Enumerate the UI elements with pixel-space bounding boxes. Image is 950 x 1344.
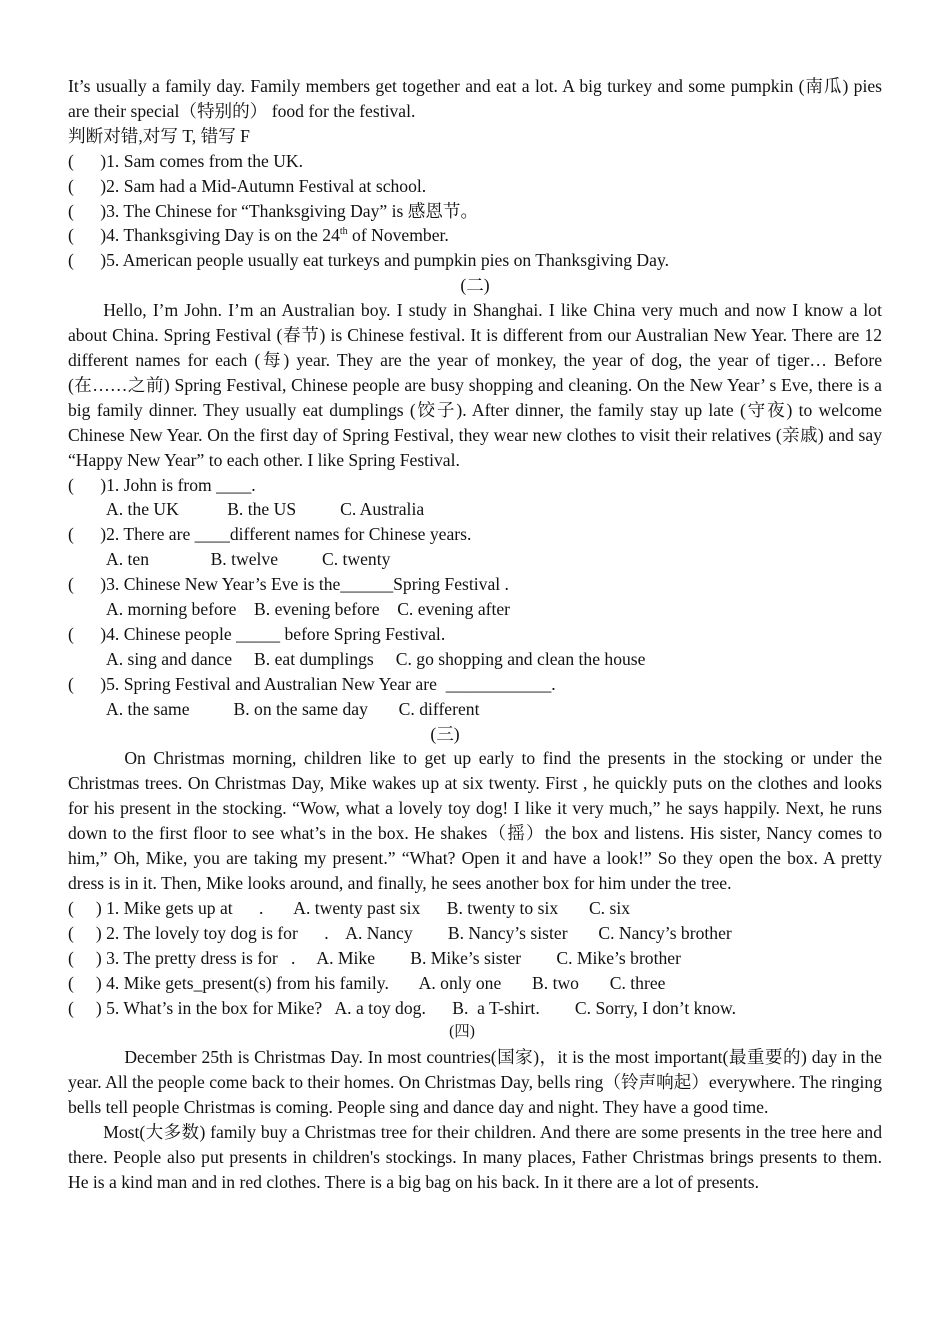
section3-question-5: ( ) 5. What’s in the box for Mike? A. a toy dog. B. a T-shirt. C. Sorry, I don’t know.: [68, 997, 737, 1018]
section2-question-1: ( )1. John is from ____.: [68, 474, 256, 495]
section2-passage: Hello, I’m John. I’m an Australian boy. I study in Shanghai. I like China very much and now I know a lot about China. Spring Festival (春节) is Chinese festival. It is different from our Australian New Year. There are 12 different names for each (每) year. They are the year of monkey, the year of dog, the year of tiger… Before (在……之前) Spring Festival, Chinese people are busy shopping and cleaning. On the New Year’ s Eve, there is a big family dinner. They usually eat dumplings (饺子). After dinner, the family stay up late (守夜) to welcome Chinese New Year. On the first day of Spring Festival, they wear new clothes to visit their relatives (亲戚) and say “Happy New Year” to each other. I like Spring Festival.: [68, 300, 882, 470]
section1-item-4: [68, 223, 882, 248]
section4-paragraph-2: Most(大多数) family buy a Christmas tree for their children. And there are some presents in the tree here and there. People also put presents in children's stockings. In many places, Father Christmas brings presents to them. He is a kind man and in red clothes. There is a big bag on his back. In it there are a lot of presents.: [68, 1122, 882, 1192]
section2-options-4: A. sing and dance B. eat dumplings C. go shopping and clean the house: [106, 648, 646, 669]
section3-question-3: ( ) 3. The pretty dress is for . A. Mike B. Mike’s sister C. Mike’s brother: [68, 947, 681, 968]
section3-heading: (三): [430, 723, 460, 744]
section1-item-1: ( )1. Sam comes from the UK.: [68, 150, 304, 171]
section2-heading: (二): [460, 275, 490, 296]
section3-question-1: ( ) 1. Mike gets up at . A. twenty past six B. twenty to six C. six: [68, 897, 631, 918]
section1-item-3: ( )3. The Chinese for “Thanksgiving Day” is 感恩节。: [68, 200, 479, 221]
section1-item-4-sup: th: [339, 226, 348, 238]
section2-question-4: ( )4. Chinese people _____ before Spring Festival.: [68, 623, 446, 644]
section2-options-3: A. morning before B. evening before C. evening after: [106, 599, 511, 620]
section1-item-4-post: of November.: [347, 225, 449, 246]
section1-item-4-pre: ( )4. Thanksgiving Day is on the 24: [68, 225, 340, 246]
section1-instruction: 判断对错,对写 T, 错写 F: [68, 125, 250, 146]
section3-passage: On Christmas morning, children like to get up early to find the presents in the stocking or under the Christmas trees. On Christmas Day, Mike wakes up at six twenty. First , he quickly puts on the clothes and looks for his present in the stocking. “Wow, what a lovely toy dog! I like it very much,” he says happily. Next, he runs down to the first floor to see what’s in the box. He shakes（摇）the box and listens. His sister, Nancy comes to him,” Oh, Mike, you are taking my present.” “What? Open it and have a look!” So they open the box. A pretty dress is in it. Then, Mike looks around, and finally, he sees another box for him under the tree.: [68, 748, 882, 893]
section4-paragraph-1: December 25th is Christmas Day. In most countries(国家)，it is the most important(最重要的) day in the year. All the people come back to their homes. On Christmas Day, bells ring（铃声响起）everywhere. The ringing bells tell people Christmas is coming. People sing and dance day and night. They have a good time.: [68, 1047, 883, 1118]
section2-question-5: ( )5. Spring Festival and Australian New Year are ____________.: [68, 673, 556, 694]
section2-question-3: ( )3. Chinese New Year’s Eve is the______Spring Festival .: [68, 574, 509, 595]
section1-item-5: ( )5. American people usually eat turkeys and pumpkin pies on Thanksgiving Day.: [68, 250, 669, 271]
section2-options-5: A. the same B. on the same day C. different: [106, 698, 480, 719]
section1-intro: It’s usually a family day. Family members get together and eat a lot. A big turkey and some pumpkin (南瓜) pies are their special（特别的） food for the festival.: [68, 76, 882, 121]
section2-options-2: A. ten B. twelve C. twenty: [106, 549, 391, 570]
section2-options-1: A. the UK B. the US C. Australia: [106, 499, 425, 520]
section1-item-2: ( )2. Sam had a Mid-Autumn Festival at school.: [68, 175, 427, 196]
section2-question-2: ( )2. There are ____different names for Chinese years.: [68, 524, 472, 545]
section3-question-4: ( ) 4. Mike gets_present(s) from his family. A. only one B. two C. three: [68, 972, 666, 993]
section4-heading: (四): [449, 1023, 475, 1041]
section3-question-2: ( ) 2. The lovely toy dog is for . A. Nancy B. Nancy’s sister C. Nancy’s brother: [68, 922, 732, 943]
